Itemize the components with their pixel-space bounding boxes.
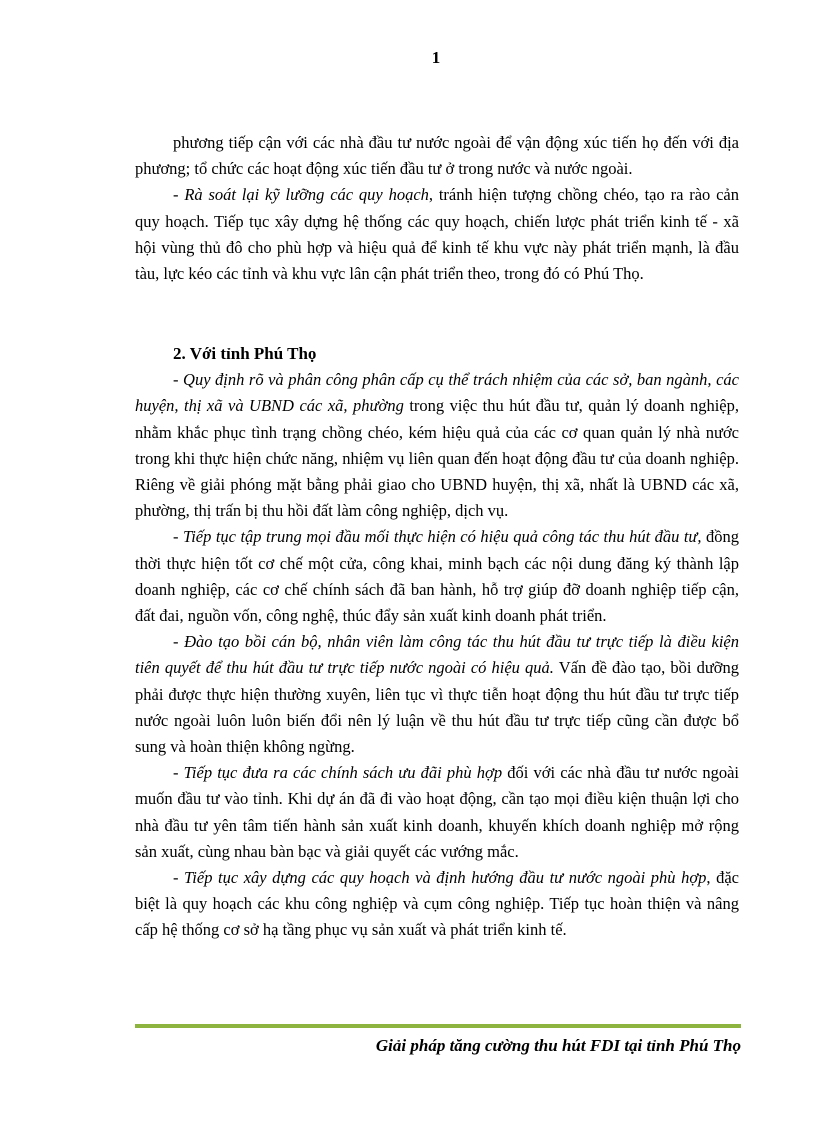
paragraph-text: , tránh hiện tượng chồng chéo, tạo ra rào cản quy hoạch. Tiếp tục xây dựng hệ thống các quy hoạch, chiến lược phát triển kinh tế - xã hội vùng thủ đô cho phù hợp và hiệu quả để kinh tế khu vực này phát triển mạnh, là đầu tàu, lực kéo các tỉnh và khu vực lân cận phát triển theo, trong đó có Phú Thọ. [135, 185, 739, 284]
paragraph-text: đối với các nhà đầu tư nước ngoài muốn đầu tư vào tỉnh. Khi dự án đã đi vào hoạt động, cần tạo mọi điều kiện thuận lợi cho nhà đầu tư yên tâm tiến hành sản xuất kinh doanh, khuyến khích doanh nghiệp mở rộng sản xuất, cùng nhau bàn bạc và giải quyết các vướng mắc. [135, 763, 739, 861]
paragraph-training [135, 629, 739, 760]
paragraph-one-stop [135, 524, 739, 629]
section-spacer [135, 287, 739, 341]
emphasis-text: - Tiếp tục đưa ra các chính sách ưu đãi phù hợp [173, 763, 503, 783]
paragraph-review-planning [135, 182, 739, 287]
paragraph-text: đồng thời thực hiện tốt cơ chế một cửa, công khai, minh bạch các nội dung đăng ký thành lập doanh nghiệp, các cơ chế chính sách đã ban hành, hỗ trợ giúp đỡ doanh nghiệp tiếp cận, đất đai, nguồn vốn, công nghệ, thúc đẩy sản xuất kinh doanh phát triển. [135, 527, 740, 626]
emphasis-text: - Quy định rõ và phân công phân cấp cụ thể trách nhiệm của các sở, ban ngành, các huyện, thị xã và UBND các xã, phường [135, 370, 739, 416]
paragraph-text: trong việc thu hút đầu tư, quản lý doanh nghiệp, nhằm khắc phục tình trạng chồng chéo, kém hiệu quả của các cơ quan quản lý nhà nước trong khi thực hiện chức năng, nhiệm vụ liên quan đến hoạt động đầu tư của doanh nghiệp. Riêng về giải phóng mặt bằng phải giao cho UBND huyện, thị xã, nhất là UBND các xã, phường, thị trấn bị thu hồi đất làm công nghiệp, dịch vụ. [135, 396, 740, 521]
emphasis-text: - Tiếp tục xây dựng các quy hoạch và định hướng đầu tư nước ngoài phù hợp [173, 868, 707, 888]
section-heading: 2. Với tỉnh Phú Thọ [173, 344, 317, 364]
emphasis-text: - Tiếp tục tập trung mọi đầu mối thực hiện có hiệu quả công tác thu hút đầu tư, [173, 527, 702, 547]
emphasis-text: - Đào tạo bồi cán bộ, nhân viên làm công tác thu hút đầu tư trực tiếp là điều kiện tiên quyết để thu hút đầu tư trực tiếp nước ngoài có hiệu quả. [135, 632, 739, 678]
paragraph-infrastructure [135, 865, 739, 944]
emphasis-text: - Rà soát lại kỹ lưỡng các quy hoạch [173, 185, 429, 205]
footer-title: Giải pháp tăng cường thu hút FDI tại tỉnh Phú Thọ [375, 1036, 741, 1055]
paragraph-investor-approach [135, 130, 739, 182]
paragraph-incentives [135, 760, 739, 865]
paragraph-text: phương tiếp cận với các nhà đầu tư nước ngoài để vận động xúc tiến họ đến với địa phương; tổ chức các hoạt động xúc tiến đầu tư ở trong nước và nước ngoài. [135, 133, 739, 179]
paragraph-text: , đặc biệt là quy hoạch các khu công nghiệp và cụm công nghiệp. Tiếp tục hoàn thiện và nâng cấp hệ thống cơ sở hạ tầng phục vụ sản xuất và phát triển kinh tế. [135, 868, 739, 940]
document-body [135, 130, 739, 944]
footer-rule [135, 1024, 741, 1028]
paragraph-responsibilities [135, 367, 739, 524]
page-number: 1 [431, 48, 441, 67]
paragraph-text: Vấn đề đào tạo, bồi dưỡng phải được thực hiện thường xuyên, liên tục vì thực tiễn hoạt động thu hút đầu tư trực tiếp nước ngoài luôn luôn biến đổi nên lý luận về thu hút đầu tư trực tiếp cũng cần được bổ sung và hoàn thiện không ngừng. [135, 658, 739, 757]
